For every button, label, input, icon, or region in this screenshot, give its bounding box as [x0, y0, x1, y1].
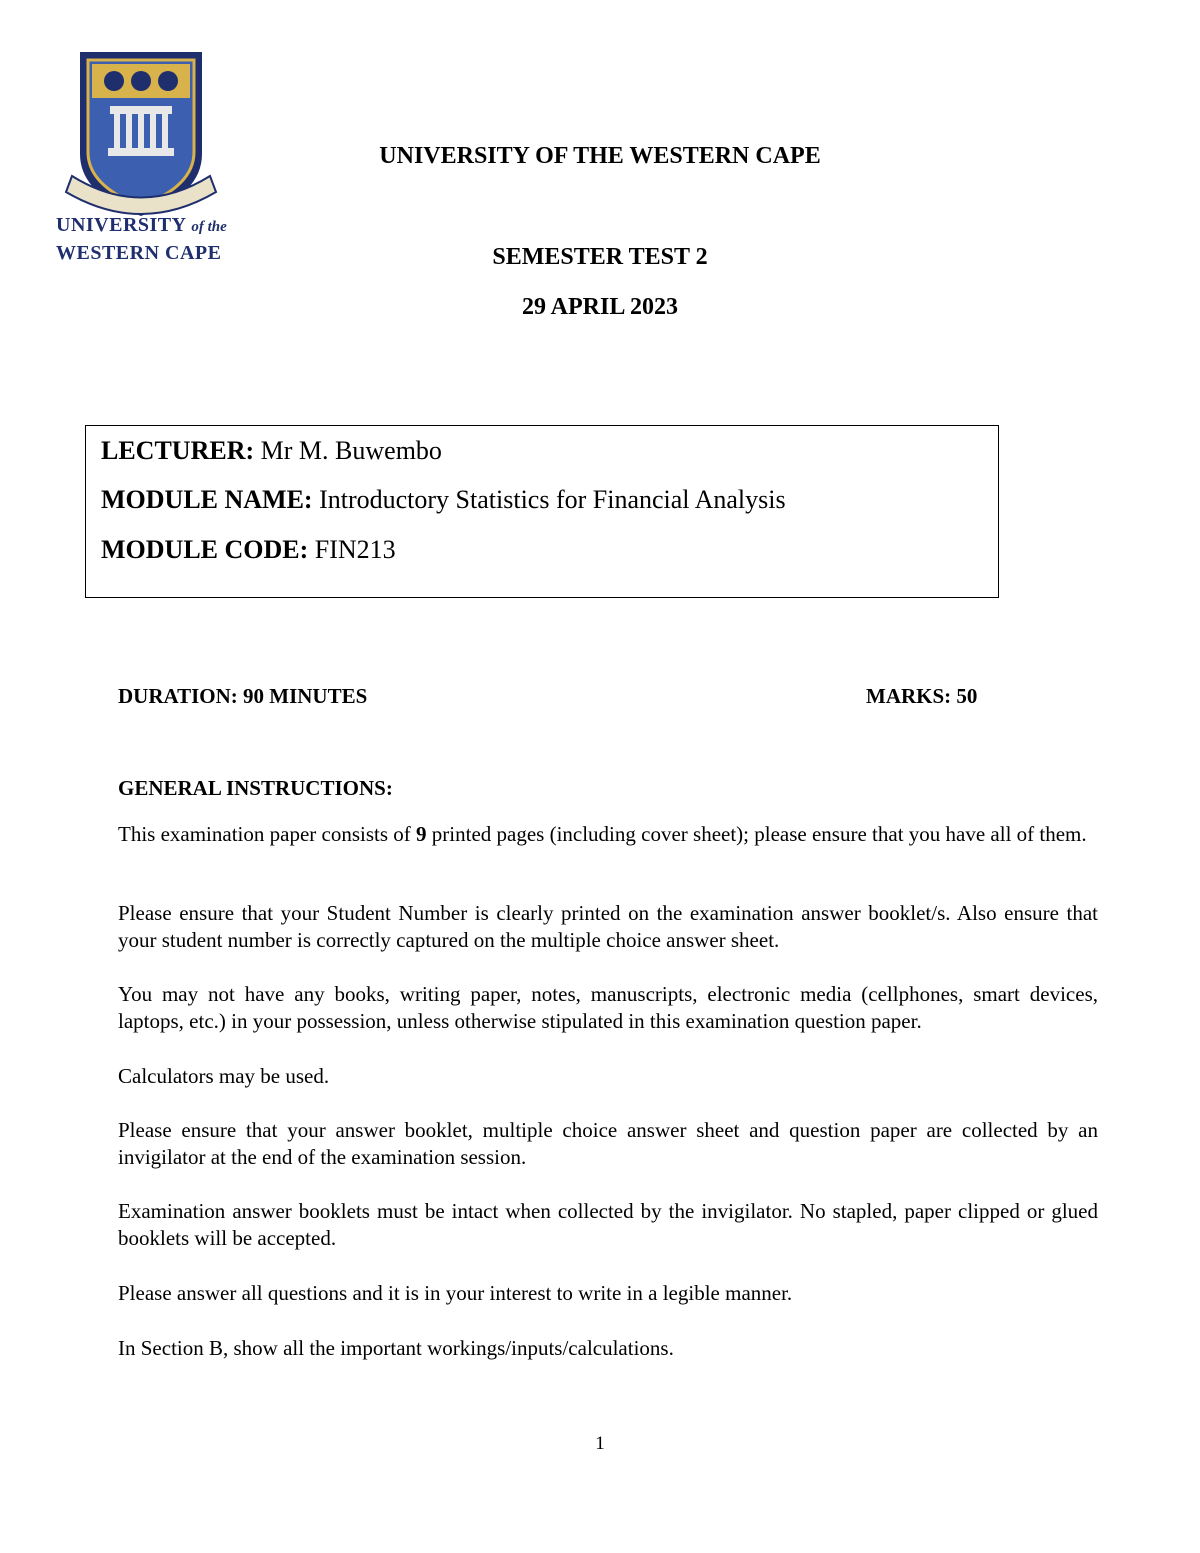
lecturer-value: Mr M. Buwembo: [260, 436, 442, 465]
page-number: 1: [595, 1433, 605, 1454]
lecturer-label: LECTURER:: [101, 436, 255, 465]
marks: MARKS: 50: [866, 684, 978, 708]
page-count: 9: [416, 822, 427, 846]
instruction-pages-after: printed pages (including cover sheet); please ensure that you have all of them.: [426, 822, 1087, 846]
instruction-calculators: Calculators may be used.: [118, 1064, 330, 1088]
module-name-row: [101, 485, 786, 515]
wordmark-line2: WESTERN CAPE: [56, 242, 222, 264]
test-title: SEMESTER TEST 2: [492, 244, 708, 270]
module-name-value: Introductory Statistics for Financial Analysis: [319, 485, 786, 514]
duration: DURATION: 90 MINUTES: [118, 684, 368, 708]
wordmark-line1: UNIVERSITY: [56, 214, 186, 236]
general-instructions-heading: GENERAL INSTRUCTIONS:: [118, 776, 393, 800]
module-name-label: MODULE NAME:: [101, 485, 313, 514]
wordmark-of-the: of the: [191, 219, 227, 235]
module-code-value: FIN213: [314, 535, 396, 564]
instruction-prohibited-items: You may not have any books, writing paper, notes, manuscripts, electronic media (cellphones, smart devices, laptops, etc.) in your possession, unless otherwise stipulated in this examination question paper.: [118, 982, 1098, 1033]
instruction-pages-before: This examination paper consists of: [118, 822, 417, 846]
instruction-collection: Please ensure that your answer booklet, multiple choice answer sheet and question paper are collected by an invigilator at the end of the examination session.: [118, 1118, 1098, 1169]
instruction-pages: [118, 821, 1098, 848]
university-title: UNIVERSITY OF THE WESTERN CAPE: [379, 143, 821, 169]
instruction-workings: In Section B, show all the important workings/inputs/calculations.: [118, 1336, 674, 1360]
instruction-student-number: Please ensure that your Student Number is clearly printed on the examination answer booklet/s. Also ensure that your student number is correctly captured on the multiple choice answer sheet.: [118, 901, 1098, 952]
instruction-legibility: Please answer all questions and it is in your interest to write in a legible manner.: [118, 1281, 793, 1305]
module-code-label: MODULE CODE:: [101, 535, 309, 564]
test-date: 29 APRIL 2023: [521, 294, 679, 320]
lecturer-row: [101, 436, 442, 466]
module-info-box: [85, 425, 999, 598]
module-code-row: [101, 535, 396, 565]
instruction-booklets: Examination answer booklets must be intact when collected by the invigilator. No stapled, paper clipped or glued booklets will be accepted.: [118, 1199, 1098, 1250]
